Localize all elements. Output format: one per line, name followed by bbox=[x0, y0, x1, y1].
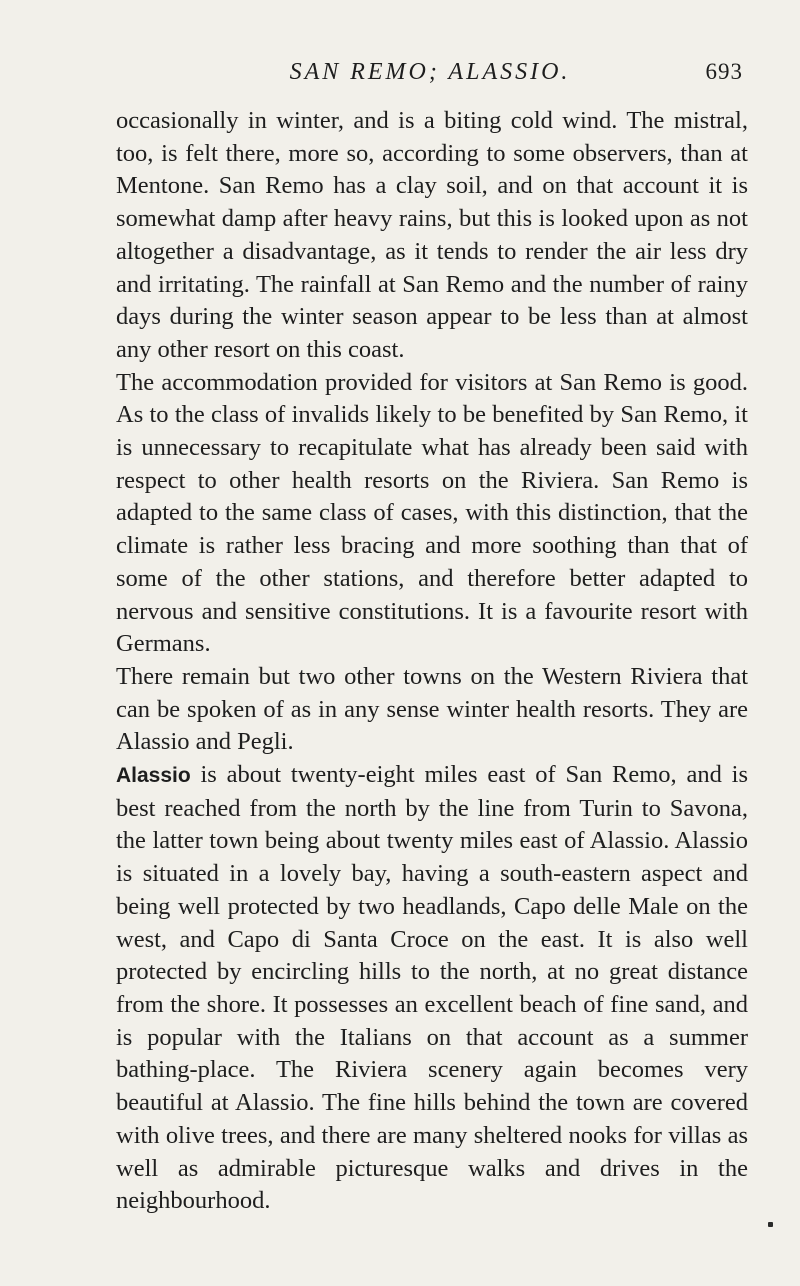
paragraph-1: occasionally in winter, and is a biting cold wind. The mistral, too, is felt there, more so, according to some observers, than at Mentone. San Remo has a clay soil, and on that account it is somewhat damp after heavy rains, but this is looked upon as not altogether a disadvantage, as it tends to render the air less dry and irritating. The rainfall at San Remo and the number of rainy days during the winter season appear to be less than at almost any other resort on this coast. bbox=[116, 107, 748, 363]
running-head bbox=[117, 56, 743, 96]
paragraph-3: There remain but two other towns on the Western Riviera that can be spoken of as in any sense winter health resorts. They are Alassio and Pegli. bbox=[116, 662, 748, 756]
paragraph-4 bbox=[116, 759, 748, 1218]
paragraph-2: The accommodation provided for visitors at San Remo is good. As to the class of invalids likely to be benefited by San Remo, it is unnecessary to recapitulate what has already been said with respect to other health resorts on the Riviera. San Remo is adapted to the same class of cases, with this distinction, that the climate is rather less bracing and more soothing than that of some of the other stations, and therefore better adapted to nervous and sensitive constitutions. It is a favourite resort with Germans. bbox=[116, 368, 748, 658]
body-text bbox=[116, 105, 748, 1218]
page-number: 693 bbox=[705, 59, 743, 84]
alassio-heading: Alassio bbox=[116, 764, 191, 788]
paragraph-4-text: is about twenty-eight miles east of San Remo, and is best reached from the north by the line from Turin to Savona, the latter town being about twenty miles east of Alassio. Alassio is situated in a lovely bay, having a south-eastern aspect and being well protected by two headlands, Capo delle Male on the west, and Capo di Santa Croce on the east. It is also well protected by encircling hills to the north, at no great distance from the shore. It possesses an excellent beach of fine sand, and is popular with the Italians on that account as a summer bathing-place. The Riviera scenery again becomes very beautiful at Alassio. The fine hills behind the town are covered with olive trees, and there are many sheltered nooks for villas as well as admirable picturesque walks and drives in the neighbourhood. bbox=[116, 761, 748, 1215]
print-mark bbox=[768, 1222, 773, 1227]
running-title: SAN REMO; ALASSIO. bbox=[289, 59, 571, 85]
